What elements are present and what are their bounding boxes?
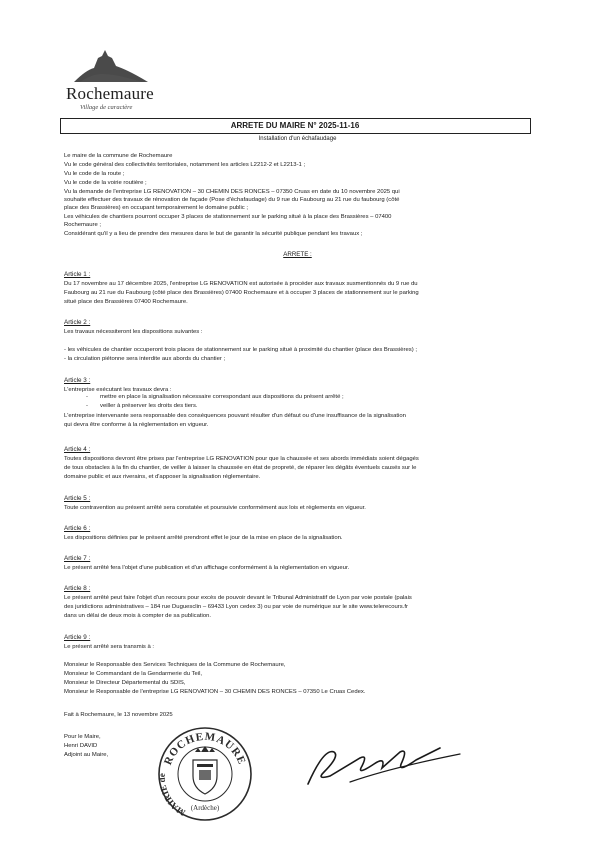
article-heading: Article 2 : [64,319,91,326]
preamble-line: Vu le code de la voirie routière ; [64,180,147,186]
article-heading: Article 8 : [64,585,91,592]
preamble-line: Vu le code général des collectivités territoriales, notamment les articles L2212-2 et L2213-1 ; [64,162,306,168]
article-line: Le présent arrêté fera l'objet d'une publication et d'un affichage conformément à la réglementation en vigueur. [64,565,350,571]
article-line: - les véhicules de chantier occuperont trois places de stationnement sur le parking situé à proximité du chantier (place des Brassières) ; [64,347,417,353]
article-heading: Article 9 : [64,634,91,641]
svg-text:MAIRIE de [157,773,187,818]
preamble-line: place des Brassières) en occupant temporairement le domaine public ; [64,205,249,211]
stamp-top-text: ROCHEMAURE [162,730,248,767]
preamble-line: Les véhicules de chantiers pourront occuper 3 places de stationnement sur le parking situé à la place des Brassières – 07400 [64,214,392,220]
article-line: Le présent arrêté sera transmis à : [64,644,155,650]
document-page: Rochemaure Village de caractère ARRETE DU MAIRE N° 2025-11-16 Installation d'un échafaudage Le maire de la commune de Rochemaure Vu le code général des collectivités territoriales, notamment les articles L2212-2 et L2213-1 ; Vu le code de la route ; Vu le code de la voirie routière ; Vu la demande de l'entreprise LG RENOVATION – 30 CHEMIN DES RONCES – 07350 Cruas en date du 10 novembre 2025 qui souhaite effectuer des travaux de rénovation de façade (Pose d'échafaudage) du 9 rue du Faubourg au 21 rue du faubourg (côté place des Brassières) en occupant temporairement le domaine public ; Les véhicules de chantiers pourront occuper 3 places de stationnement sur le parking situé à la place des Brassières – 07400 Rochemaure ; Considérant qu'il y a lieu de prendre des mesures dans le but de garantir la sécurité publique pendant les travaux ; ARRETE : Article 1 : Du 17 novembre au 17 décembre 2025, l'entreprise LG RENOVATION est autorisée à procéder aux travaux susmentionnés du 9 rue du Faubourg au 21 rue du Faubourg (côté place des Brassières) 07400 Rochemaure et à occuper 3 places de stationnement sur le parking situé place des Brassières 07400 Rochemaure. Article 2 : Les travaux nécessiteront les dispositions suivantes : - les véhicules de chantier occuperont trois places de stationnement sur le parking situé à proximité du chantier (place des Brassières) ; - la circulation piétonne sera interdite aux abords du chantier ; Article 3 : L'entreprise exécutant les travaux devra : - mettre en place la signalisation nécessaire correspondant aux dispositions du présent arrêté ; - veiller à préserver les droits des tiers. L'entreprise intervenante sera responsable des conséquences pouvant résulter d'un défaut ou d'une insuffisance de la signalisation qui devra être conforme à la réglementation en vigueur. Article 4 : Toutes dispositions devront être prises par l'entreprise LG RENOVATION pour que la chaussée et ses abords immédiats soient dégagés de tous obstacles à la fin du chantier, de veiller à laisser la chaussée en état de propreté, de réparer les dégâts éventuels causés sur le domaine public et aux riverains, et d'apposer la signalisation réglementaire. Article 5 : Toute contravention au présent arrêté sera constatée et poursuivie conformément aux lois et règlements en vigueur. Article 6 : Les dispositions définies par le présent arrêté prendront effet le jour de la mise en place de la signalisation. Article 7 : Le présent arrêté fera l'objet d'une publication et d'un affichage conformément à la réglementation en vigueur. Article 8 : Le présent arrêté peut faire l'objet d'un recours pour excès de pouvoir devant le Tribunal Administratif de Lyon par voie postale (palais des juridictions administratives – 184 rue Duguesclin – 69433 Lyon cedex 3) ou par voie de numérique sur le site www.telerecours.fr dans un délai de deux mois à compter de sa publication. Article 9 : Le présent arrêté sera transmis à : Monsieur le Responsable des Services Techniques de la Commune de Rochemaure, Monsieur le Commandant de la Gendarmerie du Teil, Monsieur le Directeur Départemental du SDIS, Monsieur le Responsable de l'entreprise LG RENOVATION – 30 CHEMIN DES RONCES – 07350 Le Cruas Cedex. Fait à Rochemaure, le 13 novembre 2025 Pour le Maire, Henri DAVID Adjoint au Maire, ROCHEMAURE MAIRIE de (Ardèche) [0,0,595,842]
preamble-line: Rochemaure ; [64,222,101,228]
article-line: - la circulation piétonne sera interdite aux abords du chantier ; [64,356,226,362]
signatory-title: Adjoint au Maire, [64,752,109,758]
article-line: Toutes dispositions devront être prises par l'entreprise LG RENOVATION pour que la chaussée et ses abords immédiats soient dégagés [64,456,419,462]
article-line: qui devra être conforme à la réglementation en vigueur. [64,422,209,428]
article-line: domaine public et aux riverains, et d'apposer la signalisation réglementaire. [64,474,261,480]
article-line: des juridictions administratives – 184 rue Duguesclin – 69433 Lyon cedex 3) ou par voie de numérique sur le site www.telerecours.fr [64,604,408,610]
recipient-line: Monsieur le Responsable de l'entreprise LG RENOVATION – 30 CHEMIN DES RONCES – 07350 Le Cruas Cedex. [64,689,366,695]
signatory-name: Henri DAVID [64,743,98,749]
recipient-line: Monsieur le Responsable des Services Techniques de la Commune de Rochemaure, [64,662,286,668]
article-line: Faubourg au 21 rue du Faubourg (côté place des Brassières) 07400 Rochemaure et à occuper 3 places de stationnement sur le parking [64,290,419,296]
coat-of-arms-icon [193,746,217,794]
stamp-left-text: MAIRIE de [156,772,188,818]
mairie-stamp [155,724,255,824]
place-date: Fait à Rochemaure, le 13 novembre 2025 [64,712,173,718]
article-line: L'entreprise exécutant les travaux devra : [64,387,172,393]
stamp-bottom-text: (Ardèche) [190,804,220,812]
title-frame [60,118,531,134]
article-line: situé place des Brassières 07400 Rochemaure. [64,299,188,305]
recipient-line: Monsieur le Commandant de la Gendarmerie du Teil, [64,671,203,677]
article-heading: Article 3 : [64,377,91,384]
article-line: de tous obstacles à la fin du chantier, de veiller à laisser la chaussée en état de propreté, de réparer les dégâts éventuels causés sur le [64,465,417,471]
preamble-line: Le maire de la commune de Rochemaure [64,153,173,159]
bullet-item: mettre en place la signalisation nécessaire correspondant aux dispositions du présent arrêté ; [100,394,344,400]
article-heading: Article 6 : [64,525,91,532]
preamble-line: Considérant qu'il y a lieu de prendre des mesures dans le but de garantir la sécurité publique pendant les travaux ; [64,231,363,237]
logo-title: Rochemaure [66,84,154,103]
article-line: Du 17 novembre au 17 décembre 2025, l'entreprise LG RENOVATION est autorisée à procéder aux travaux susmentionnés du 9 rue du [64,281,418,287]
article-heading: Article 7 : [64,555,91,562]
preamble-line: Vu le code de la route ; [64,171,125,177]
decree-title: ARRETE DU MAIRE N° 2025-11-16 [230,121,360,130]
article-line: dans un délai de deux mois à compter de sa publication. [64,613,212,619]
article-heading: Article 5 : [64,495,91,502]
preamble-line: souhaite effectuer des travaux de rénovation de façade (Pose d'échafaudage) du 9 rue du Faubourg au 21 rue du faubourg (côté [64,197,400,203]
preamble-line: Vu la demande de l'entreprise LG RENOVATION – 30 CHEMIN DES RONCES – 07350 Cruas en date du 10 novembre 2025 qui [64,189,400,195]
article-line: Toute contravention au présent arrêté sera constatée et poursuivie conformément aux lois et règlements en vigueur. [64,505,366,511]
article-line: Les dispositions définies par le présent arrêté prendront effet le jour de la mise en place de la signalisation. [64,535,343,541]
article-line: Le présent arrêté peut faire l'objet d'un recours pour excès de pouvoir devant le Tribunal Administratif de Lyon par voie postale (palais [64,595,412,601]
recipient-line: Monsieur le Directeur Départemental du SDIS, [64,680,186,686]
article-line: Les travaux nécessiteront les dispositions suivantes : [64,329,203,335]
castle-ruins-icon [72,46,152,86]
handwritten-signature [290,738,490,798]
article-heading: Article 1 : [64,271,91,278]
signatory-role: Pour le Maire, [64,734,101,740]
logo-tagline: Village de caractère [80,104,133,111]
article-heading: Article 4 : [64,446,91,453]
decree-subtitle: Installation d'un échafaudage [258,136,337,142]
arrete-heading: ARRETE : [283,251,312,258]
article-line: L'entreprise intervenante sera responsable des conséquences pouvant résulter d'un défaut ou d'une insuffisance de la signalisation [64,413,406,419]
bullet-item: veiller à préserver les droits des tiers. [100,403,198,409]
commune-logo [58,46,188,110]
